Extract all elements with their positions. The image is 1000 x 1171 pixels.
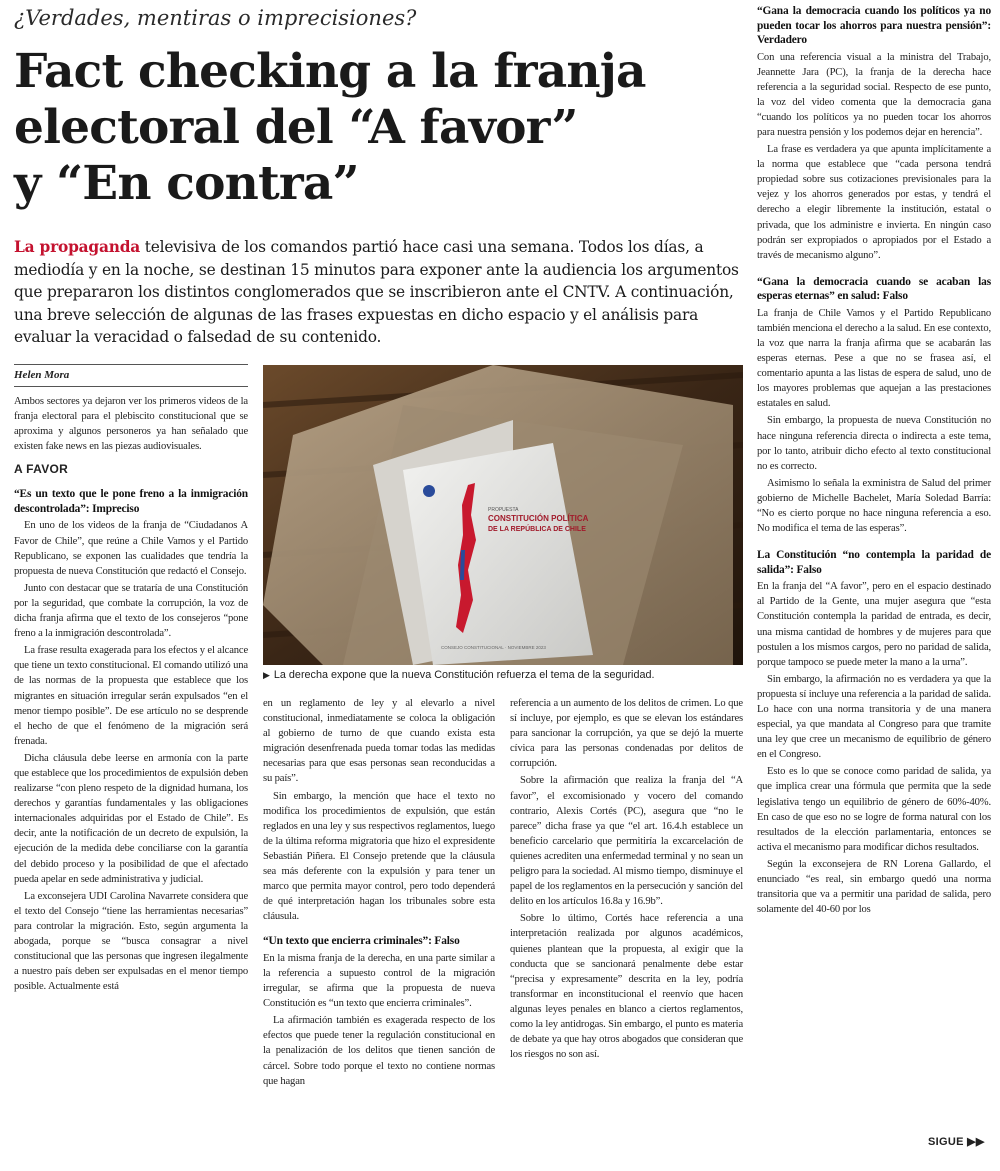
book-title-line-1: CONSTITUCIÓN POLÍTICA bbox=[488, 514, 589, 523]
paragraph: Junto con destacar que se trataría de una Constitución por la seguridad, que combate la corrupción, la voz de dicha franja afirma que el texto de los consejeros “pone freno a la inmigración descontrolada”. bbox=[14, 582, 248, 640]
caption-arrow-icon: ▶ bbox=[263, 670, 270, 680]
paragraph: Dicha cláusula debe leerse en armonía con la parte que establece que los procedimientos de expulsión deben realizarse “con pleno respeto de la dignidad humana, los derechos y garantías fundamentales y las obligaciones internacionales adquiridas por el Estado de Chile”. Es decir, ante la notificación de un decreto de expulsión, la ejecución de la medida debe conciliarse con la garantía del debido proceso y la posibilidad de que el afectado pueda apelar en sede administrativa y judicial. bbox=[14, 752, 248, 885]
book-title-line-2: DE LA REPÚBLICA DE CHILE bbox=[488, 526, 586, 533]
article-column-2 bbox=[263, 696, 495, 1091]
paragraph: en un reglamento de ley y al elevarlo a nivel constitucional, inmediatamente se coloca la obligación al gobierno de turno de que cuando exista esta migración desenfrenada pueda tomar todas las medidas necesarias para que esas personas sean reconducidas a su país”. bbox=[263, 698, 495, 785]
paragraph: Sin embargo, la afirmación no es verdadera ya que la propuesta sí incluye una referencia a la paridad de salida. Lo hace con una norma transitoria y de una manera especial, ya que mandata al Congreso para que tramite una ley que cree un mecanismo de equilibrio de género en el Congreso. bbox=[757, 673, 991, 761]
lead-paragraph bbox=[14, 236, 750, 349]
claim-heading: “Gana la democracia cuando los políticos ya no pueden tocar los ahorros para nuestra pensión”: Verdadero bbox=[757, 5, 991, 46]
claim-heading: “Es un texto que le pone freno a la inmigración descontrolada”: Impreciso bbox=[14, 488, 248, 515]
paragraph: La franja de Chile Vamos y el Partido Republicano también menciona el derecho a la salud. En ese contexto, la voz que narra la franja afirma que se acabarán las esperas eternas. Pese a que no se frasea así, el comentario apunta a las listas de espera de salud, uno de los mayores problemas que aquejan a las prestaciones estatales en salud. bbox=[757, 307, 991, 410]
caption-text: La derecha expone que la nueva Constitución refuerza el tema de la seguridad. bbox=[273, 669, 655, 681]
paragraph: Sin embargo, la propuesta de nueva Constitución no hace ninguna referencia directa o indirecta a este tema, por lo tanto, atribuir dicho efecto al texto constitucional no es correcto. bbox=[757, 415, 991, 472]
paragraph: Sin embargo, la mención que hace el texto no modifica los procedimientos de expulsión, que están reglados en una ley y sus respectivos reglamentos, luego de la última reforma migratoria que hizo el expresidente Sebastián Piñera. El Consejo pretende que la cláusula sea más deferente con la expulsión y para tener un marco que permita mayor control, pero todo dependerá de qué interpretación hagan los tribunales sobre esta cláusula. bbox=[263, 790, 495, 923]
intro-paragraph: Ambos sectores ya dejaron ver los primeros videos de la franja electoral para el plebiscito constitucional que se aproxima y algunos personeros ya han señalado que existen fake news en las piezas audiovisuales. bbox=[14, 396, 248, 453]
lead-highlight: La propaganda bbox=[14, 238, 141, 256]
paragraph: La frase es verdadera ya que apunta implícitamente a la norma que establece que “cada persona tendrá propiedad sobre sus cotizaciones previsionales para la vejez y los ahorros generados por estas, y tendrá el derecho a elegir libremente la institución, estatal o privada, que los administre e invierta. En ningún caso podrán ser expropiados o apropiados por el Estado a través de mecanismo alguno”. bbox=[757, 144, 991, 261]
photo-caption bbox=[263, 669, 743, 681]
paragraph: Sobre lo último, Cortés hace referencia a una interpretación realizada por algunos académicos, quienes plantean que la propuesta, al exigir que la conducta que se sancionará penalmente debe estar “precisa y expresamente” descrita en la ley, podría transformar en inconstitucional el reenvío que hacen algunas leyes penales en blanco a ciertos reglamentos, como la ley antidrogas. Sin embargo, el punto es materia de debate ya que hay otros abogados que consideran que los riesgos no son así. bbox=[510, 913, 743, 1061]
headline bbox=[14, 44, 734, 212]
paragraph: referencia a un aumento de los delitos de crimen. Lo que sí incluye, por ejemplo, es que se elevan los estándares para sancionar la corrupción, ya que se dejó la muerte cívica para las personas condenadas por delitos de corrupción. bbox=[510, 698, 743, 770]
claim-heading: “Un texto que encierra criminales”: Falso bbox=[263, 935, 460, 948]
paragraph: Sobre la afirmación que realiza la franja del “A favor”, el excomisionado y vocero del comando contrario, Alexis Cortés (PC), asegura que “no le parece” dicha frase ya que “el art. 16.4.h establece un beneficio carcelario que permitiría la excarcelación de quienes acrediten una enfermedad terminal y no sean un peligro para la sociedad. Al mismo tiempo, disminuye el papel de los reglamentos en la persecución y sanción del delito en los artículos 16.8a y 16.9b”. bbox=[510, 775, 743, 908]
paragraph: La frase resulta exagerada para los efectos y el alcance que tiene un texto constitucional. El comando utilizó una de las normas de la propuesta que establece que los migrantes en situación irregular serán expulsados “en el menor tiempo posible”. De ese artículo no se desprende el hecho de que el fenómeno de la migración será frenada. bbox=[14, 645, 248, 747]
paragraph: En la misma franja de la derecha, en una parte similar a la referencia a supuesto control de la migración irregular, se afirma que la propuesta de nueva Constitución es “un texto que encierra criminales”. bbox=[263, 952, 495, 1010]
article-column-3 bbox=[510, 696, 743, 1064]
claim-heading: La Constitución “no contempla la paridad de salida”: Falso bbox=[757, 549, 991, 576]
section-label: A FAVOR bbox=[14, 462, 69, 477]
constitution-book-image bbox=[263, 365, 743, 665]
headline-line-1: Fact checking a la franja bbox=[14, 44, 646, 99]
paragraph: Con una referencia visual a la ministra del Trabajo, Jeannette Jara (PC), la franja de la derecha hace referencia a la seguridad social. Respecto de ese punto, la voz del video comenta que la democracia gana “cuando los políticos ya no pueden tocar los ahorros para nuestra pensión y los podemos dejar en herencia”. bbox=[757, 51, 991, 138]
article-column-4 bbox=[757, 4, 991, 919]
paragraph: La exconsejera UDI Carolina Navarrete considera que el texto del Consejo “tiene las herramientas necesarias” para controlar la migración. Esto, según argumenta la abogada, porque se “busca consagrar a nivel constitucional que las personas que ingresen ilegalmente a nuestro país deben ser expulsadas en el menor tiempo posible. Actualmente está bbox=[14, 890, 248, 993]
paragraph: Según la exconsejera de RN Lorena Gallardo, el enunciado “es real, sin embargo quedó una norma transitoria que va a permitir una paridad de salida, pero solamente del 40-60 por los bbox=[757, 858, 991, 916]
paragraph: Asimismo lo señala la exministra de Salud del primer gobierno de Michelle Bachelet, María Soledad Barría: “No es cierto porque no hace ninguna referencia a eso. No modifica el tema de las esperas”. bbox=[757, 477, 991, 535]
byline-rule-top bbox=[14, 364, 248, 365]
continue-label: SIGUE ▶▶ bbox=[928, 1136, 985, 1148]
article-photo bbox=[263, 365, 743, 665]
article-column-1 bbox=[14, 394, 248, 996]
kicker: ¿Verdades, mentiras o imprecisiones? bbox=[14, 6, 417, 30]
byline-rule-bottom bbox=[14, 386, 248, 387]
book-small-label: PROPUESTA bbox=[488, 507, 519, 513]
paragraph: En la franja del “A favor”, pero en el espacio destinado al Partido de la Gente, una mujer asegura que “esta Constitución contempla la paridad de entrada, es decir, una misma cantidad de hombres y de mujeres para que postulen a los mismos cargos, pero no paridad de salida, porque tampoco se puede meter la mano a la urna”. bbox=[757, 581, 991, 668]
paragraph: La afirmación también es exagerada respecto de los efectos que puede tener la regulación constitucional en la penalización de los delitos que tienen sanción de cárcel. Sobre todo porque el texto no contiene normas que hagan bbox=[263, 1015, 495, 1087]
paragraph: Esto es lo que se conoce como paridad de salida, ya que implica crear una fórmula que permita que la sede legislativa tengo un equilibrio de género de 60%-40%. En caso de que eso no se logre de forma natural con los resultados de la elección parlamentaria, entonces se activa el mecanismo para modificar dichos resultados. bbox=[757, 766, 991, 853]
lead-text: televisiva de los comandos partió hace casi una semana. Todos los días, a mediodía y en la noche, se destinan 15 minutos para exponer ante la audiencia los argumentos que prepararon los distintos conglomerados que se inscribieron ante el CNTV. A continuación, una breve selección de algunas de las frases expuestas en dicho espacio y el análisis para evaluar la veracidad o falsedad de su contenido. bbox=[14, 238, 739, 346]
book-footer-text: CONSEJO CONSTITUCIONAL · NOVIEMBRE 2023 bbox=[441, 645, 546, 650]
headline-line-3: y “En contra” bbox=[14, 156, 359, 211]
paragraph: En uno de los videos de la franja de “Ciudadanos A Favor de Chile”, que reúne a Chile Vamos y el Partido Republicano, se exponen las cualidades que tendría la propuesta de nueva Constitución que redactó el Consejo. bbox=[14, 520, 248, 577]
byline: Helen Mora bbox=[14, 369, 70, 381]
headline-line-2: electoral del “A favor” bbox=[14, 100, 578, 155]
claim-heading: “Gana la democracia cuando se acaban las esperas eternas” en salud: Falso bbox=[757, 275, 991, 303]
